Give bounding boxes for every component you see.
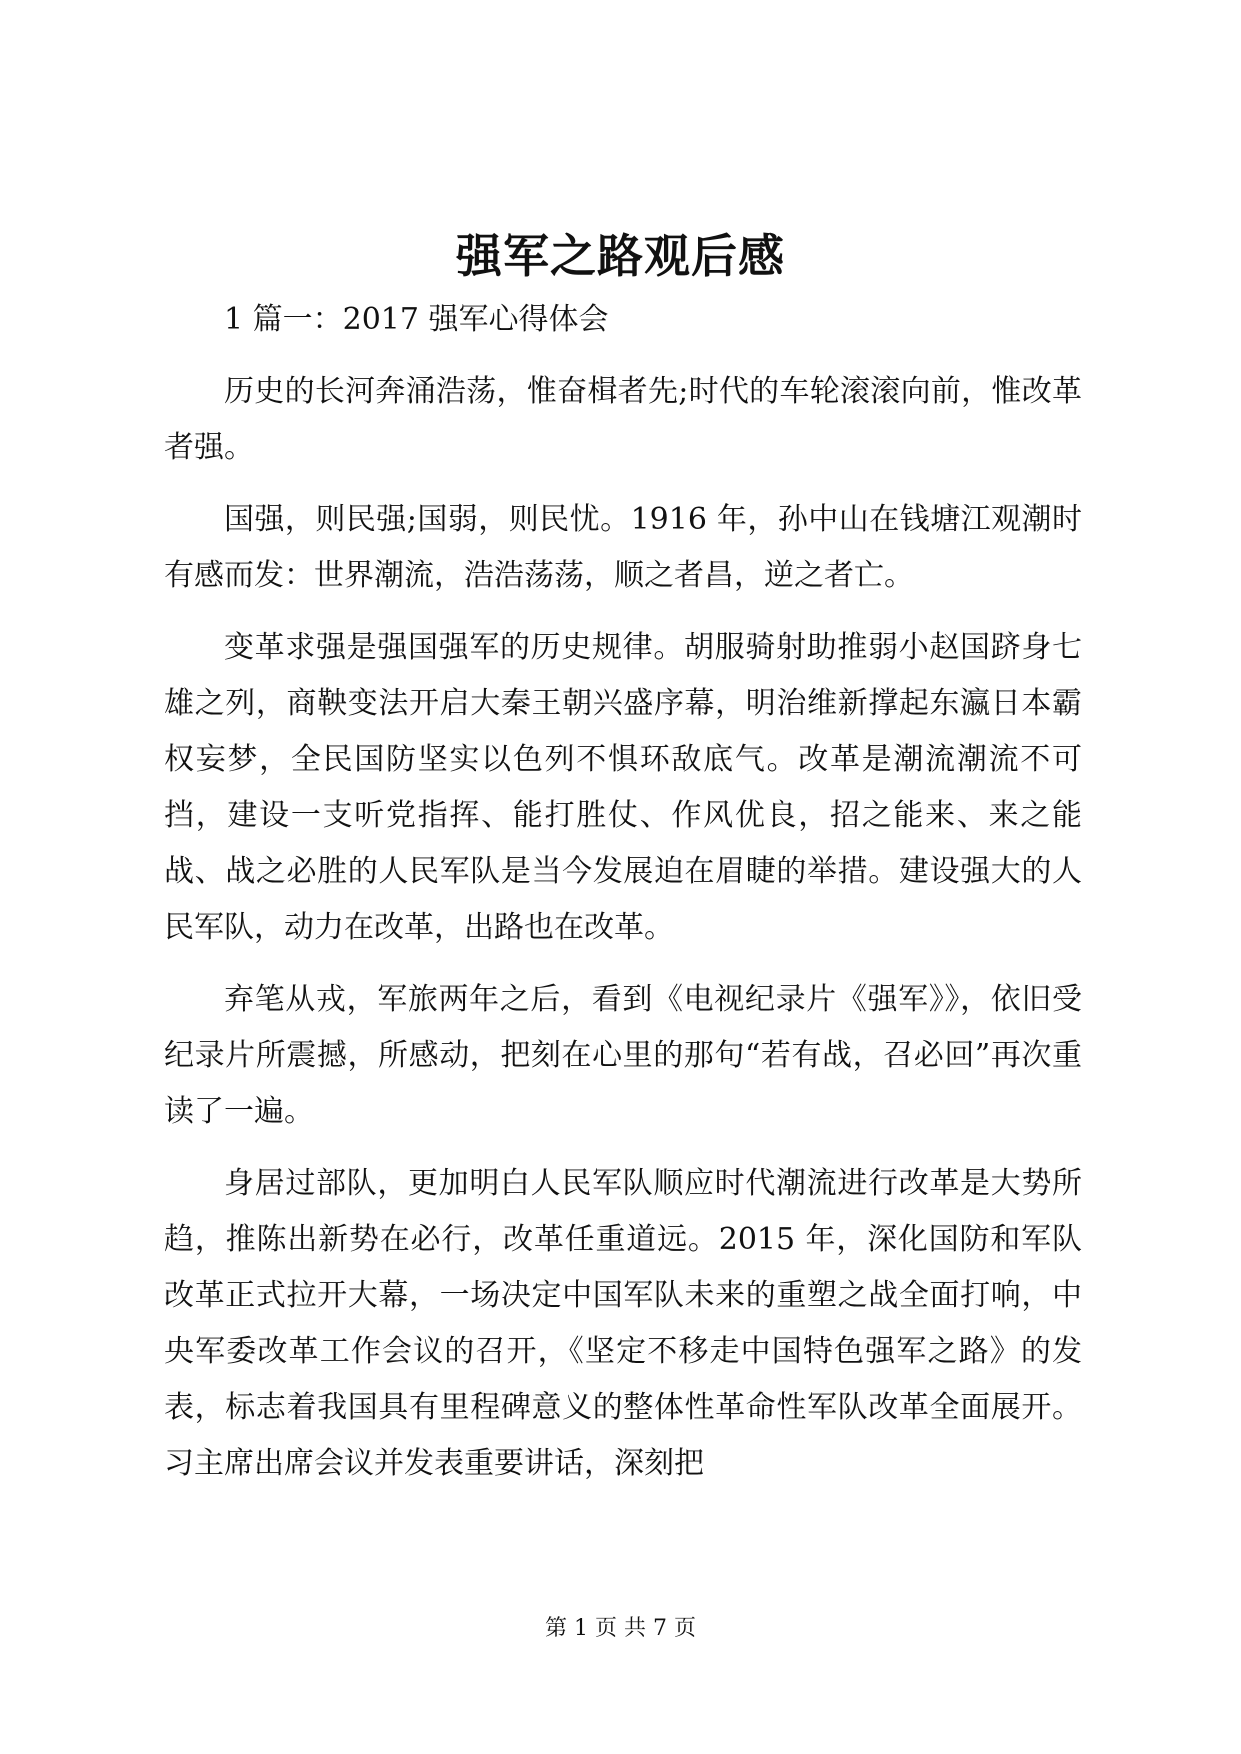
paragraph: 身居过部队，更加明白人民军队顺应时代潮流进行改革是大势所趋，推陈出新势在必行，改革任重道远。2015 年，深化国防和军队改革正式拉开大幕，一场决定中国军队未来的重塑之战全面打响，中央军委改革工作会议的召开，《坚定不移走中国特色强军之路》的发表，标志着我国具有里程碑意义的整体性革命性军队改革全面展开。习主席出席会议并发表重要讲话，深刻把 — [164, 1166, 1082, 1481]
document-body — [164, 292, 1082, 1508]
paragraph: 国强，则民强;国弱，则民忧。1916 年，孙中山在钱塘江观潮时有感而发：世界潮流，浩浩荡荡，顺之者昌，逆之者亡。 — [164, 502, 1082, 593]
paragraph: 变革求强是强国强军的历史规律。胡服骑射助推弱小赵国跻身七雄之列，商鞅变法开启大秦王朝兴盛序幕，明治维新撑起东瀛日本霸权妄梦，全民国防坚实以色列不惧环敌底气。改革是潮流潮流不可挡，建设一支听党指挥、能打胜仗、作风优良，招之能来、来之能战、战之必胜的人民军队是当今发展迫在眉睫的举措。建设强大的人民军队，动力在改革，出路也在改革。 — [164, 630, 1082, 945]
page-number-footer: 第 1 页 共 7 页 — [545, 1616, 696, 1641]
paragraph: 弃笔从戎，军旅两年之后，看到《电视纪录片《强军》》，依旧受纪录片所震撼，所感动，把刻在心里的那句“若有战，召必回”再次重读了一遍。 — [164, 982, 1082, 1129]
paragraph: 历史的长河奔涌浩荡，惟奋楫者先;时代的车轮滚滚向前，惟改革者强。 — [164, 374, 1082, 465]
paragraph: 1 篇一：2017 强军心得体会 — [224, 302, 609, 337]
document-title: 强军之路观后感 — [456, 229, 785, 283]
